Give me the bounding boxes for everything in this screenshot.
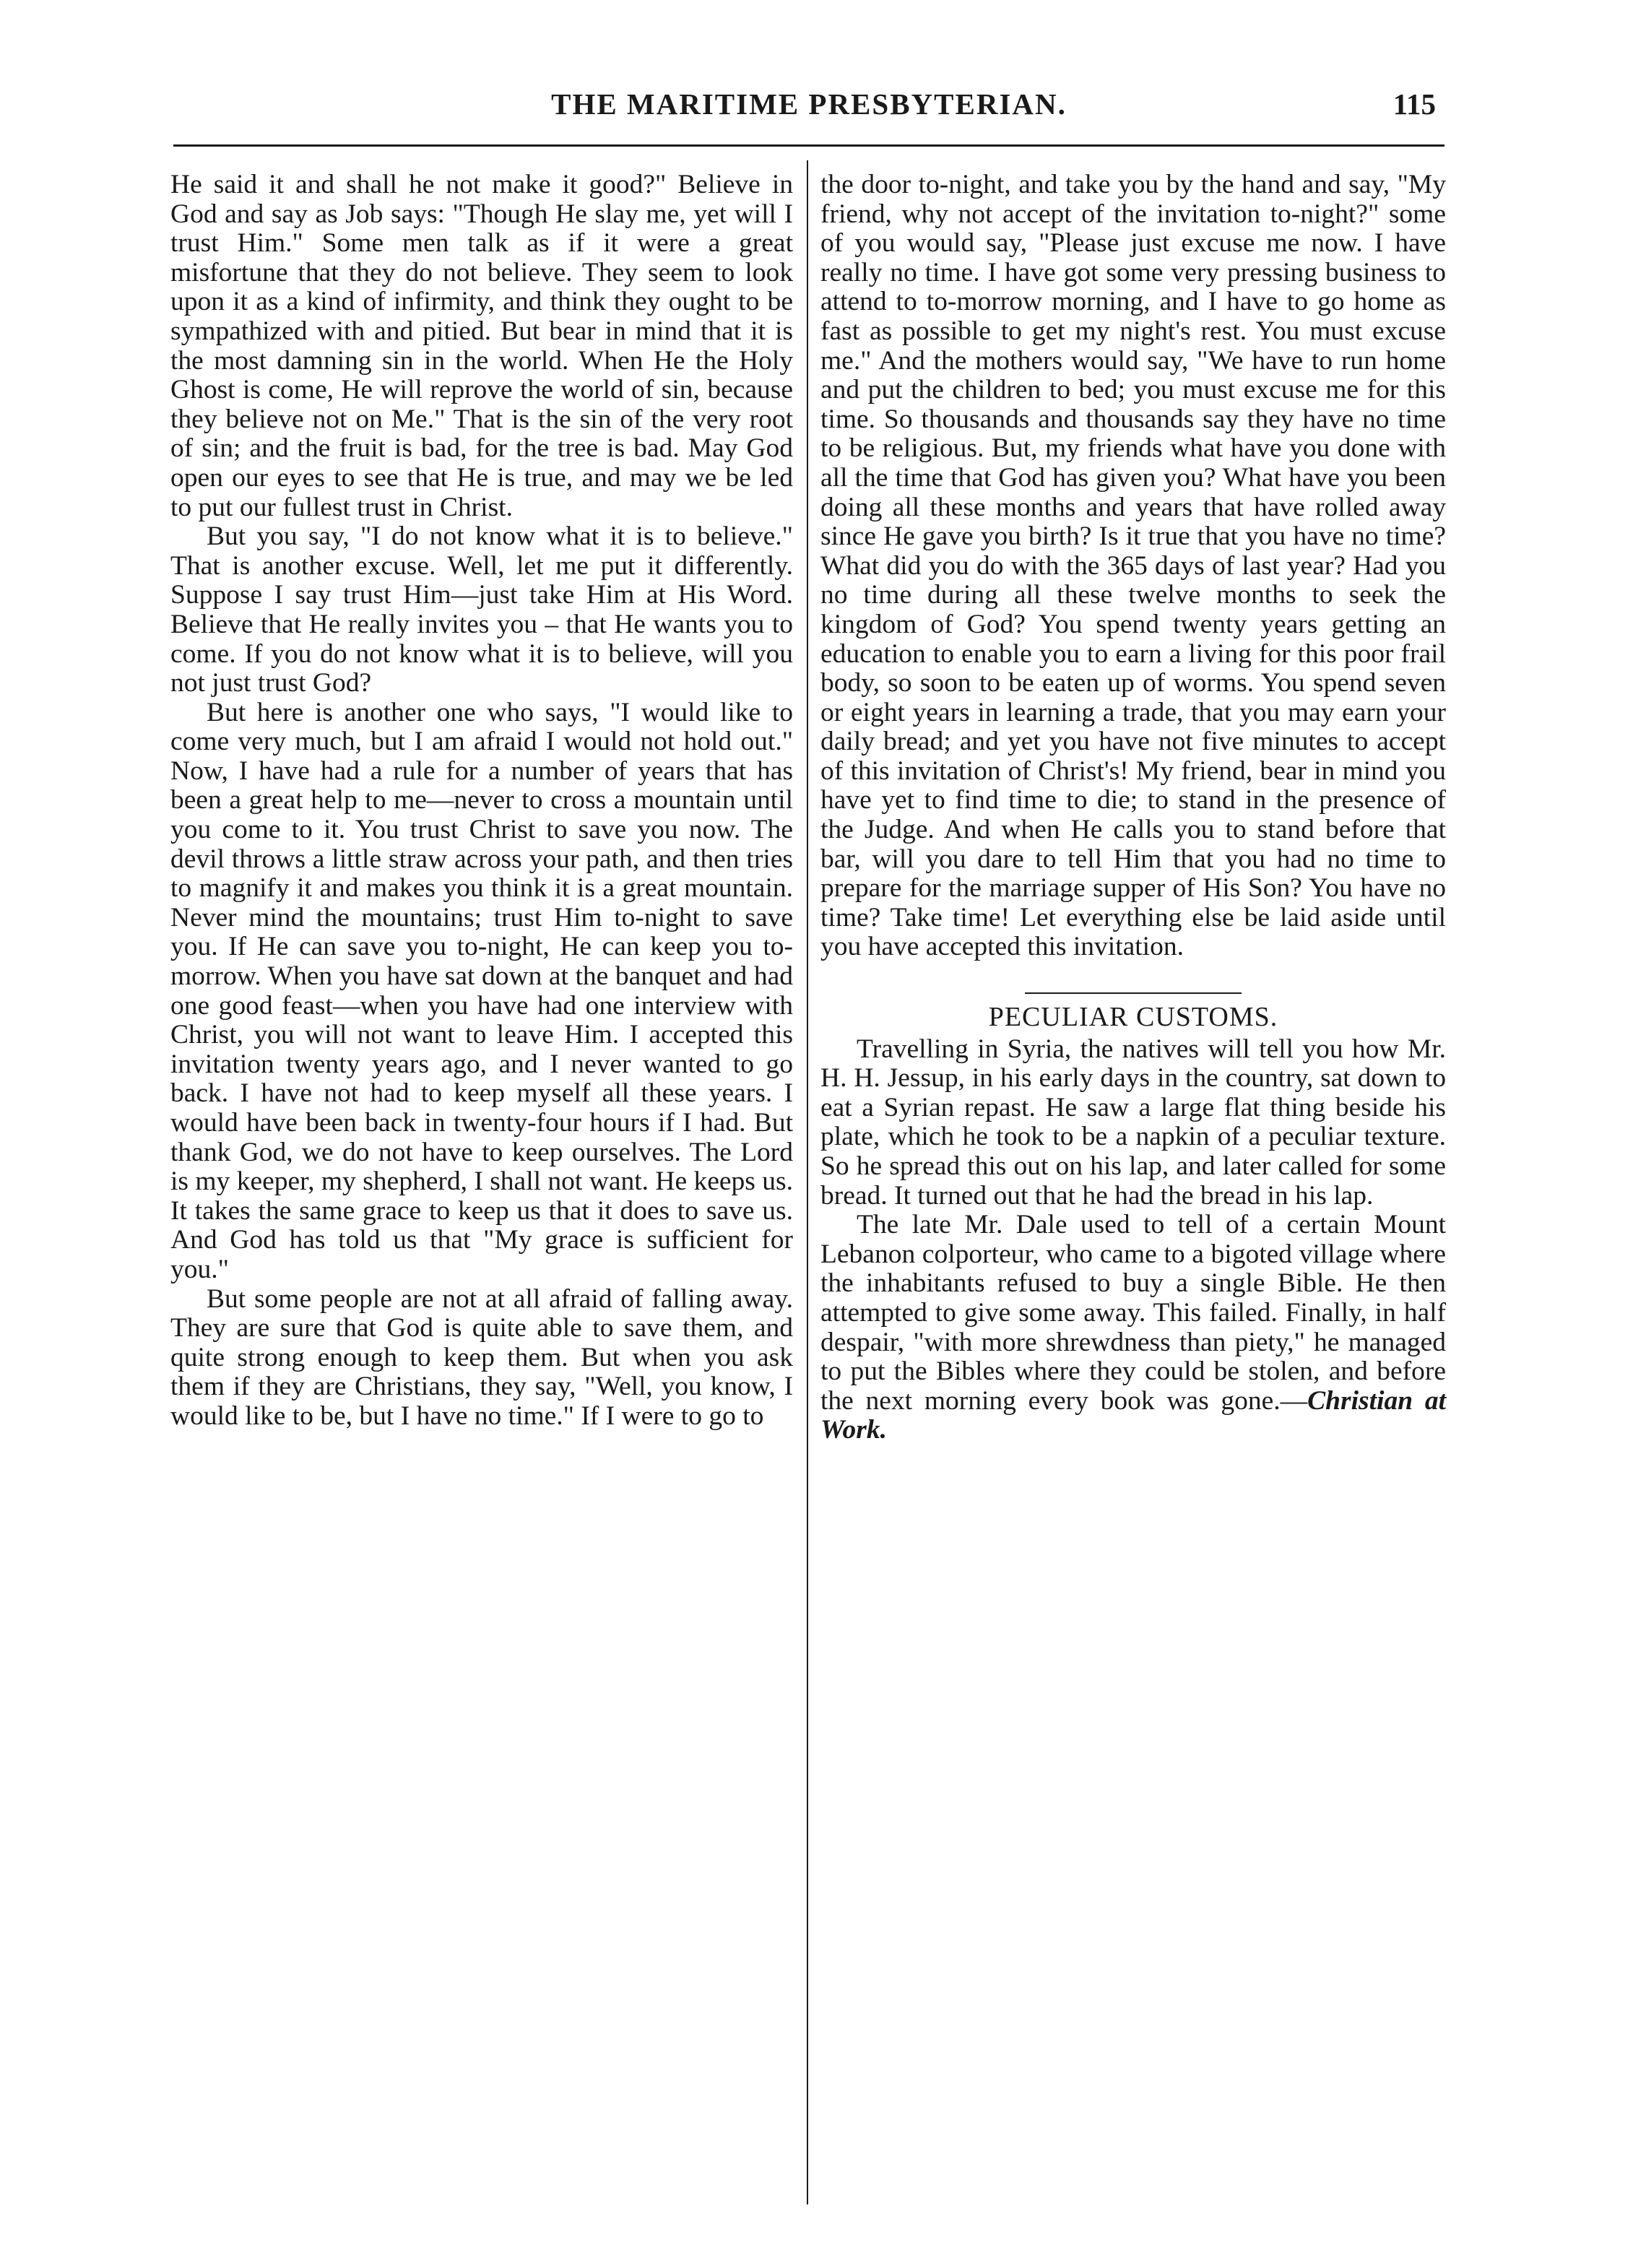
page-header — [173, 87, 1444, 133]
article-paragraph: But you say, "I do not know what it is to believe." That is another excuse. Well, let me put it differently. Suppose I say trust Him—just take Him at His Word. Believe that He really invites you – that He wants you to come. If you do not know what it is to believe, will you not just trust God? — [170, 521, 793, 698]
section-paragraph: Travelling in Syria, the natives will tell you how Mr. H. H. Jessup, in his early days in the country, sat down to eat a Syrian repast. He saw a large flat thing beside his plate, which he took to be a napkin of a peculiar texture. So he spread this out on his lap, and later called for some bread. It turned out that he had the bread in his lap. — [820, 1034, 1446, 1211]
section-paragraph-text: The late Mr. Dale used to tell of a certain Mount Lebanon colporteur, who came to a bigoted village where the inhabitants refused to buy a single Bible. He then attempted to give some away. This failed. Finally, in half despair, "with more shrewdness than piety," he managed to put the Bibles where they could be stolen, and before the next morning every book was gone.— — [820, 1210, 1446, 1416]
right-column — [820, 170, 1446, 1445]
column-divider — [807, 160, 808, 2204]
left-column — [170, 170, 793, 1432]
source-credit: Christian at Work. — [820, 1385, 1446, 1445]
section-heading: PECULIAR CUSTOMS. — [988, 1002, 1278, 1033]
section-paragraph — [820, 1211, 1446, 1445]
article-paragraph: But here is another one who says, "I would like to come very much, but I am afraid I would not hold out." Now, I have had a rule for a number of years that has been a great help to me—never to cross a mountain until you come to it. You trust Christ to save you now. The devil throws a little straw across your path, and then tries to magnify it and makes you think it is a great mountain. Never mind the mountains; trust Him to-night to save you. If He can save you to-night, He can keep you to-morrow. When you have sat down at the banquet and had one good feast—when you have had one interview with Christ, you will not want to leave Him. I accepted this invitation twenty years ago, and I never wanted to go back. I have not had to keep myself all these years. I would have been back in twenty-four hours if I had. But thank God, we do not have to keep ourselves. The Lord is my keeper, my shepherd, I shall not want. He keeps us. It takes the same grace to keep us that it does to save us. And God has told us that "My grace is sufficient for you." — [170, 697, 793, 1284]
article-continuation: the door to-night, and take you by the hand and say, "My friend, why not accept of the invitation to-night?" some of you would say, "Please just excuse me now. I have really no time. I have got some very pressing business to attend to to-morrow morning, and I have to go home as fast as possible to get my night's rest. You must excuse me." And the mothers would say, "We have to run home and put the children to bed; you must excuse me for this time. So thousands and thousands say they have no time to be religious. But, my friends what have you done with all the time that God has given you? What have you been doing all these months and years that have rolled away since He gave you birth? Is it true that you have no time? What did you do with the 365 days of last year? Had you no time during all these twelve months to seek the kingdom of God? You spend twenty years getting an education to enable you to earn a living for this poor frail body, so soon to be eaten up of worms. You spend seven or eight years in learning a trade, that you may earn your daily bread; and yet you have not five minutes to accept of this invitation of Christ's! My friend, bear in mind you have yet to find time to die; to stand in the presence of the Judge. And when He calls you to stand before that bar, will you dare to tell Him that you had no time to prepare for the marriage supper of His Son? You have no time? Take time! Let everything else be laid aside until you have accepted this invitation. — [820, 170, 1446, 962]
article-paragraph: He said it and shall he not make it good?" Believe in God and say as Job says: "Though He slay me, yet will I trust Him." Some men talk as if it were a great misfortune that they do not believe. They seem to look upon it as a kind of infirmity, and think they ought to be sympathized with and pitied. But bear in mind that it is the most damning sin in the world. When He the Holy Ghost is come, He will reprove the world of sin, because they believe not on Me." That is the sin of the very root of sin; and the fruit is bad, for the tree is bad. May God open our eyes to see that He is true, and may we be led to put our fullest trust in Christ. — [170, 170, 793, 522]
article-paragraph: But some people are not at all afraid of falling away. They are sure that God is quite able to save them, and quite strong enough to keep them. But when you ask them if they are Christians, they say, "Well, you know, I would like to be, but I have no time." If I were to go to — [170, 1284, 793, 1431]
page-number: 115 — [1392, 87, 1436, 121]
running-title: THE MARITIME PRESBYTERIAN. — [551, 87, 1067, 121]
section-divider — [1025, 992, 1242, 994]
header-rule — [173, 144, 1444, 147]
